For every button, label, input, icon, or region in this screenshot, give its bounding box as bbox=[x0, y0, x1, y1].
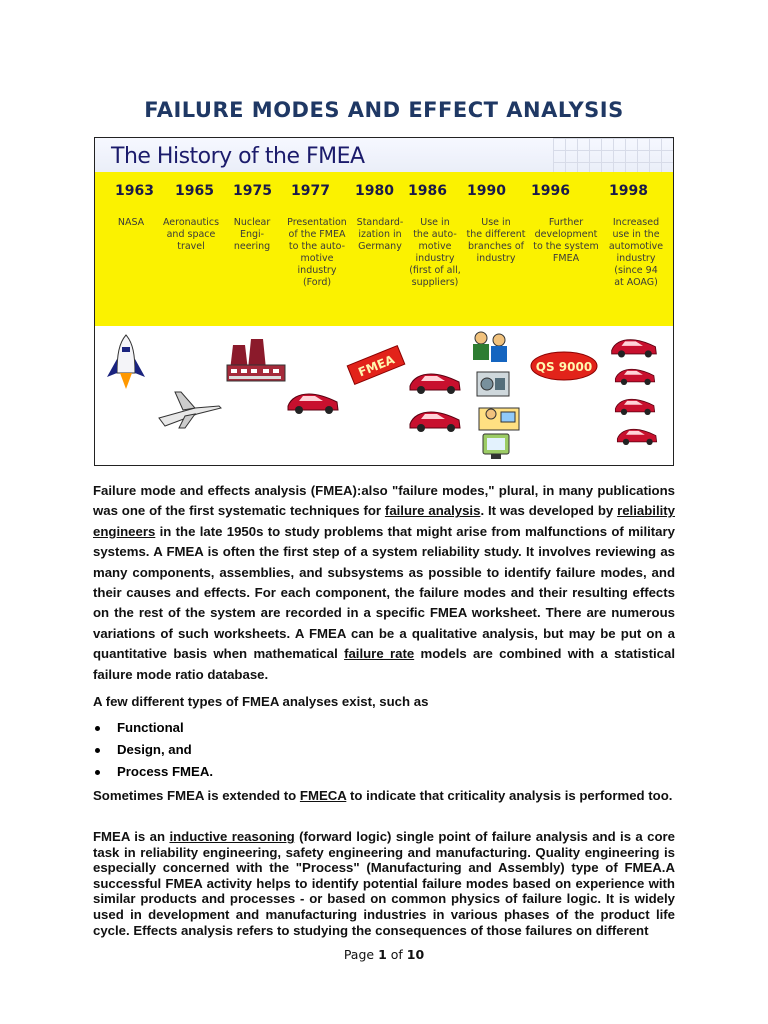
timeline-year: 1980 bbox=[355, 183, 394, 199]
timeline-year: 1963 bbox=[115, 183, 154, 199]
list-item-label: Process FMEA. bbox=[117, 764, 214, 779]
timeline-desc-line: neering bbox=[233, 241, 271, 252]
machinery-icon bbox=[475, 368, 511, 398]
timeline-desc-line: to the system bbox=[533, 241, 599, 252]
timeline-desc-line: Presentation bbox=[287, 217, 347, 228]
timeline-desc-line: Nuclear bbox=[233, 217, 271, 228]
timeline-desc-line: Engi- bbox=[239, 229, 265, 240]
timeline-desc-line: branches of bbox=[468, 241, 524, 252]
timeline-year: 1998 bbox=[609, 183, 648, 199]
timeline-desc-line: motive bbox=[418, 241, 452, 252]
timeline-desc-line: Standard- bbox=[356, 217, 404, 228]
timeline-desc bbox=[107, 217, 155, 229]
failure-analysis-link[interactable]: failure analysis bbox=[384, 503, 481, 519]
timeline-desc-line: travel bbox=[177, 241, 205, 252]
text-run: . It was developed by bbox=[480, 503, 618, 519]
footer-of-word: of bbox=[386, 947, 407, 962]
timeline-desc-line: automotive bbox=[608, 241, 664, 252]
timeline-desc-line: industry bbox=[476, 253, 516, 264]
timeline-desc bbox=[529, 217, 603, 265]
text-run: to indicate that criticality analysis is performed too. bbox=[346, 788, 673, 803]
timeline-desc-line: at AOAG) bbox=[614, 277, 658, 288]
text-run: models are combined with a statistical failure mode ratio database. bbox=[93, 646, 675, 682]
failure-rate-link[interactable]: failure rate bbox=[344, 646, 415, 662]
timeline-desc-line: (since 94 bbox=[614, 265, 658, 276]
list-item bbox=[93, 742, 213, 764]
inductive-reasoning-link[interactable]: inductive reasoning bbox=[169, 829, 295, 844]
car-icon bbox=[609, 330, 659, 360]
timeline-desc-line: use in the bbox=[612, 229, 660, 240]
timeline-desc bbox=[463, 217, 529, 265]
text-run: Failure mode and effects analysis (FMEA):also "failure modes," plural, in many publications was one of the first systematic techniques for bbox=[93, 483, 675, 519]
fmea-history-figure bbox=[94, 137, 674, 466]
text-run: FMEA is an bbox=[93, 829, 170, 844]
timeline-desc-line: industry bbox=[616, 253, 656, 264]
timeline-desc-line: ization in bbox=[358, 229, 402, 240]
timeline-desc-line: FMEA bbox=[552, 253, 580, 264]
timeline-desc-line: Increased bbox=[612, 217, 660, 228]
reliability-engineers-link[interactable]: reliability engineers bbox=[93, 503, 675, 539]
timeline-year: 1965 bbox=[175, 183, 214, 199]
timeline-desc bbox=[281, 217, 353, 289]
timeline-desc-line: industry bbox=[297, 265, 337, 276]
timeline-desc-line: and space bbox=[166, 229, 216, 240]
nuclear-plant-icon bbox=[223, 331, 289, 383]
qs9000-sign bbox=[529, 350, 599, 382]
text-run: Sometimes FMEA is extended to bbox=[93, 788, 300, 803]
timeline-desc-line: suppliers) bbox=[411, 277, 459, 288]
timeline-desc-line: Use in bbox=[420, 217, 450, 228]
fmeca-paragraph bbox=[93, 786, 675, 806]
timeline-desc-line: (first of all, bbox=[409, 265, 461, 276]
total-page-number: 10 bbox=[406, 947, 425, 962]
timeline-desc-line: NASA bbox=[117, 217, 145, 228]
timeline-year: 1990 bbox=[467, 183, 506, 199]
timeline-year: 1975 bbox=[233, 183, 272, 199]
car-icon bbox=[285, 384, 341, 416]
list-item-label: Design, and bbox=[117, 742, 192, 757]
monitor-icon bbox=[481, 432, 511, 462]
list-item bbox=[93, 720, 213, 742]
list-item bbox=[93, 764, 213, 786]
types-intro: A few different types of FMEA analyses exist, such as bbox=[93, 694, 429, 709]
car-icon bbox=[407, 402, 463, 434]
car-icon bbox=[407, 364, 463, 396]
fmea-sign-label: FMEA bbox=[356, 352, 397, 380]
intro-paragraph bbox=[93, 481, 675, 685]
list-item-label: Functional bbox=[117, 720, 184, 735]
fmea-sign bbox=[343, 341, 409, 389]
timeline-year: 1986 bbox=[408, 183, 447, 199]
timeline-desc bbox=[601, 217, 671, 289]
car-icon bbox=[613, 390, 657, 418]
timeline-desc bbox=[159, 217, 223, 253]
timeline-desc bbox=[405, 217, 465, 289]
timeline-desc-line: the auto- bbox=[413, 229, 457, 240]
timeline-desc bbox=[353, 217, 407, 253]
text-run: (forward logic) single point of failure analysis and is a core task in reliability engineering, safety engineering and manufacturing. Quality engineering is especially concerned with the "Process" (Manufacturing and Assembly) type of FMEA.A successful FMEA activity helps to identify potential failure modes based on experience with similar products and processes - or based on common physics of failure logic. It is widely used in development and manufacturing industries in various phases of the product life cycle. Effects analysis refers to studying the consequences of those failures on different bbox=[93, 829, 675, 938]
timeline-desc-line: industry bbox=[415, 253, 455, 264]
fmea-types-list bbox=[93, 720, 213, 786]
timeline-desc-line: Germany bbox=[358, 241, 402, 252]
timeline-desc-line: the different bbox=[466, 229, 526, 240]
timeline-year: 1996 bbox=[531, 183, 570, 199]
document-title: FAILURE MODES AND EFFECT ANALYSIS bbox=[144, 98, 624, 122]
footer-page-word: Page bbox=[343, 947, 379, 962]
timeline-desc-line: Use in bbox=[481, 217, 511, 228]
timeline-desc-line: (Ford) bbox=[302, 277, 332, 288]
timeline-year: 1977 bbox=[291, 183, 330, 199]
page-footer bbox=[0, 947, 768, 962]
timeline-desc-line: development bbox=[534, 229, 598, 240]
fighter-jet-icon bbox=[155, 388, 223, 430]
current-page-number: 1 bbox=[378, 947, 387, 962]
timeline-desc-line: Further bbox=[548, 217, 584, 228]
car-icon bbox=[615, 420, 659, 448]
car-icon bbox=[613, 360, 657, 388]
figure-heading: The History of the FMEA bbox=[111, 144, 365, 169]
timeline-desc-line: Aeronautics bbox=[162, 217, 220, 228]
text-run: in the late 1950s to study problems that might arise from malfunctions of military systems. A FMEA is often the first step of a system reliability study. It involves reviewing as many components, assemblies, and subsystems as possible to identify failure modes, and their causes and effects. For each component, the failure modes and their resulting effects on the rest of the system are recorded in a specific FMEA worksheet. There are numerous variations of such worksheets. A FMEA can be a qualitative analysis, but may be put on a quantitative basis when mathematical bbox=[93, 523, 675, 662]
timeline-desc bbox=[229, 217, 275, 253]
timeline-desc-line: of the FMEA bbox=[288, 229, 346, 240]
workers-icon bbox=[467, 330, 511, 364]
timeline-desc-line: motive bbox=[300, 253, 334, 264]
space-shuttle-icon bbox=[103, 333, 149, 391]
qs9000-label: QS 9000 bbox=[535, 360, 593, 374]
office-icon bbox=[477, 402, 521, 432]
inductive-paragraph bbox=[93, 829, 675, 938]
timeline-desc-line: to the auto- bbox=[288, 241, 346, 252]
fmeca-link[interactable]: FMECA bbox=[299, 788, 347, 803]
